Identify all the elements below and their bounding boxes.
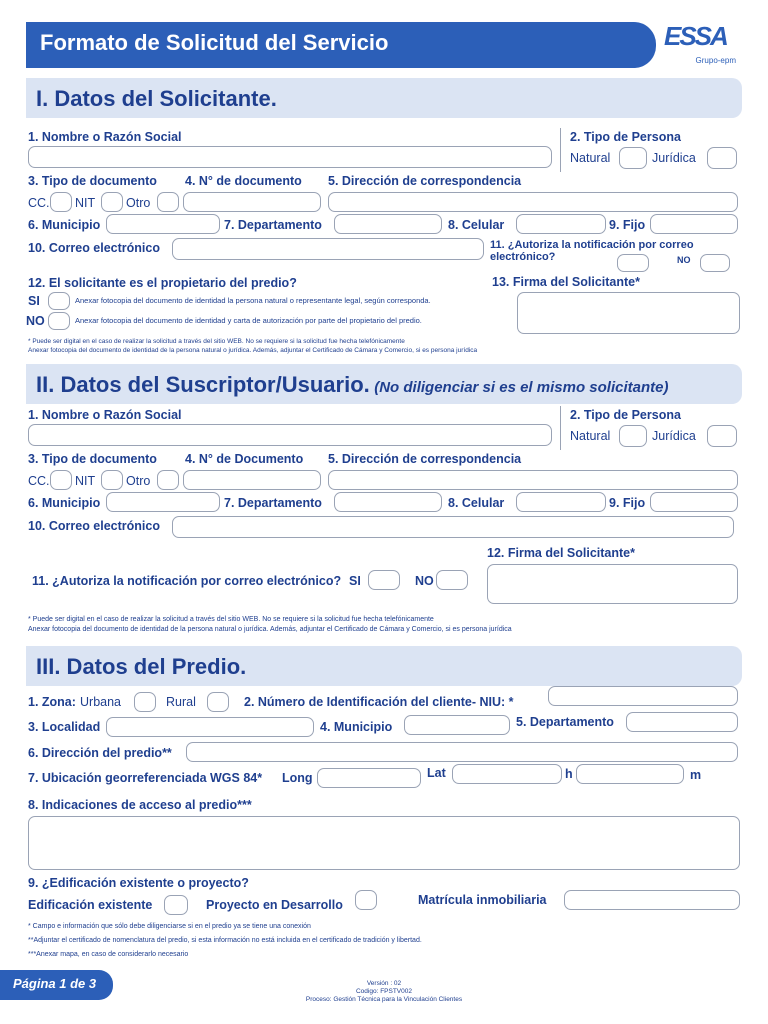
s1-propietario-no-checkbox[interactable]	[48, 312, 70, 330]
s1-label-municipio: 6. Municipio	[28, 218, 101, 232]
s1-label-juridica: Jurídica	[652, 151, 696, 165]
s3-direccion-field[interactable]	[186, 742, 738, 762]
s1-nombre-field[interactable]	[28, 146, 552, 168]
s3-label-h: h	[565, 767, 573, 781]
s1-propietario-no-note: Anexar fotocopia del documento de identidad y carta de autorización por parte del propietario del predio.	[75, 316, 422, 325]
s2-label-direccion: 5. Dirección de correspondencia	[328, 452, 522, 466]
s3-label-rural: Rural	[166, 695, 196, 709]
s1-label-autoriza: 11. ¿Autoriza la notificación por correo electrónico?	[490, 239, 694, 263]
s2-label-cc: CC.	[28, 474, 50, 488]
s2-juridica-checkbox[interactable]	[707, 425, 737, 447]
s3-label-existente: Edificación existente	[28, 898, 153, 912]
s1-label-cc: CC.	[28, 196, 50, 210]
s1-departamento-field[interactable]	[334, 214, 442, 234]
s3-label-municipio: 4. Municipio	[320, 720, 393, 734]
s2-num-doc-field[interactable]	[183, 470, 321, 490]
s1-footnote-1: * Puede ser digital en el caso de realizar la solicitud a través del sitio WEB. No se requiere si la solicitud fue hecha telefónicamente	[28, 338, 405, 345]
s2-nombre-field[interactable]	[28, 424, 552, 446]
s3-label-urbana: Urbana	[80, 695, 121, 709]
s2-autoriza-no-checkbox[interactable]	[436, 570, 468, 590]
s2-footnote-1: * Puede ser digital en el caso de realizar la solicitud a través del sitio WEB. No se requiere si la solicitud fue hecha telefónicamente	[28, 616, 434, 623]
s3-label-long: Long	[282, 771, 313, 785]
s1-correo-field[interactable]	[172, 238, 484, 260]
s3-localidad-field[interactable]	[106, 717, 314, 737]
footer-version: Versión : 02	[366, 980, 402, 987]
s3-label-zona: 1. Zona:	[28, 695, 76, 709]
s2-correo-field[interactable]	[172, 516, 734, 538]
s1-label-firma: 13. Firma del Solicitante*	[492, 275, 640, 289]
s2-label-celular: 8. Celular	[448, 496, 505, 510]
section2-subtitle: (No diligenciar si es el mismo solicitante)	[374, 379, 669, 396]
s1-natural-checkbox[interactable]	[619, 147, 647, 169]
s1-otro-checkbox[interactable]	[157, 192, 179, 212]
s1-autoriza-si-checkbox[interactable]	[617, 254, 649, 272]
s2-label-departamento: 7. Departamento	[224, 496, 322, 510]
s1-label-propietario-si: SI	[28, 294, 40, 308]
s2-footnote-2: Anexar fotocopia del documento de identidad de la persona natural o jurídica. Además, adjuntar el Certificado de Cámara y Comercio, si es persona jurídica	[28, 626, 512, 633]
s2-label-tipo-doc: 3. Tipo de documento	[28, 452, 157, 466]
s2-firma-field[interactable]	[487, 564, 738, 604]
s1-juridica-checkbox[interactable]	[707, 147, 737, 169]
s3-lat-field[interactable]	[452, 764, 562, 784]
logo-sub: Grupo-epm	[695, 56, 736, 65]
s2-divider	[560, 406, 561, 450]
s2-celular-field[interactable]	[516, 492, 606, 512]
s1-propietario-si-checkbox[interactable]	[48, 292, 70, 310]
s1-fijo-field[interactable]	[650, 214, 738, 234]
essa-logo	[664, 22, 736, 70]
s3-niu-field[interactable]	[548, 686, 738, 706]
form-title: Formato de Solicitud del Servicio	[40, 30, 389, 55]
s1-autoriza-no-checkbox[interactable]	[700, 254, 730, 272]
s2-departamento-field[interactable]	[334, 492, 442, 512]
s3-note-3: ***Anexar mapa, en caso de considerarlo necesario	[28, 951, 189, 958]
s2-label-no: NO	[415, 574, 434, 588]
s2-label-nit: NIT	[75, 474, 96, 488]
s1-label-propietario: 12. El solicitante es el propietario del predio?	[28, 276, 297, 290]
s2-label-firma: 12. Firma del Solicitante*	[487, 546, 635, 560]
section2-title: II. Datos del Suscriptor/Usuario.	[36, 372, 370, 397]
s3-proyecto-checkbox[interactable]	[355, 890, 377, 910]
s3-label-localidad: 3. Localidad	[28, 720, 101, 734]
s2-cc-checkbox[interactable]	[50, 470, 72, 490]
s1-direccion-field[interactable]	[328, 192, 738, 212]
s3-urbana-checkbox[interactable]	[134, 692, 156, 712]
s3-matricula-field[interactable]	[564, 890, 740, 910]
s2-nit-checkbox[interactable]	[101, 470, 123, 490]
s1-label-direccion: 5. Dirección de correspondencia	[328, 174, 522, 188]
s3-note-1: * Campo e información que sólo debe diligenciarse si en el predio ya se tiene una conexión	[28, 923, 311, 930]
s1-label-tipo-persona: 2. Tipo de Persona	[570, 130, 681, 144]
page-number: Página 1 de 3	[13, 976, 97, 991]
s1-label-fijo: 9. Fijo	[609, 218, 646, 232]
s2-natural-checkbox[interactable]	[619, 425, 647, 447]
s1-municipio-field[interactable]	[106, 214, 220, 234]
section3-title: III. Datos del Predio.	[36, 654, 247, 679]
s2-municipio-field[interactable]	[106, 492, 220, 512]
s1-label-otro: Otro	[126, 196, 151, 210]
s1-label-propietario-no: NO	[26, 314, 45, 328]
s1-nit-checkbox[interactable]	[101, 192, 123, 212]
s1-label-no: NO	[677, 255, 691, 265]
s1-label-num-doc: 4. N° de documento	[185, 174, 302, 188]
s1-label-celular: 8. Celular	[448, 218, 505, 232]
s3-label-direccion: 6. Dirección del predio**	[28, 746, 172, 760]
s2-fijo-field[interactable]	[650, 492, 738, 512]
s2-label-tipo-persona: 2. Tipo de Persona	[570, 408, 681, 422]
s3-label-lat: Lat	[427, 766, 446, 780]
s1-label-natural: Natural	[570, 151, 611, 165]
s3-label-matricula: Matrícula inmobiliaria	[418, 893, 547, 907]
s3-long-field[interactable]	[317, 768, 421, 788]
s2-label-autoriza: 11. ¿Autoriza la notificación por correo electrónico?	[32, 574, 342, 588]
s1-footnote-2: Anexar fotocopia del documento de identidad de la persona natural o jurídica. Además, adjuntar el Certificado de Cámara y Comercio, si es persona jurídica	[28, 347, 478, 354]
s1-label-tipo-doc: 3. Tipo de documento	[28, 174, 157, 188]
s1-cc-checkbox[interactable]	[50, 192, 72, 212]
s2-autoriza-si-checkbox[interactable]	[368, 570, 400, 590]
s1-label-correo: 10. Correo electrónico	[28, 241, 160, 255]
s2-label-municipio: 6. Municipio	[28, 496, 101, 510]
s3-h-field[interactable]	[576, 764, 684, 784]
s1-celular-field[interactable]	[516, 214, 606, 234]
s2-direccion-field[interactable]	[328, 470, 738, 490]
s3-label-edificacion: 9. ¿Edificación existente o proyecto?	[28, 876, 249, 890]
s1-propietario-si-note: Anexar fotocopia del documento de identidad la persona natural o representante legal, según corresponda.	[75, 296, 431, 305]
s1-label-nombre: 1. Nombre o Razón Social	[28, 130, 182, 144]
s3-existente-checkbox[interactable]	[164, 895, 188, 915]
s2-label-num-doc: 4. N° de Documento	[185, 452, 304, 466]
section1-title: I. Datos del Solicitante.	[36, 86, 277, 111]
s3-label-m: m	[690, 768, 702, 782]
s1-divider	[560, 128, 561, 172]
s1-label-nit: NIT	[75, 196, 96, 210]
s2-label-juridica: Jurídica	[652, 429, 696, 443]
footer-proceso: Proceso: Gestión Técnica para la Vinculación Clientes	[305, 996, 463, 1003]
s3-rural-checkbox[interactable]	[207, 692, 229, 712]
s3-label-ubicacion: 7. Ubicación georreferenciada WGS 84*	[28, 771, 263, 785]
s2-label-si: SI	[349, 574, 361, 588]
s2-label-fijo: 9. Fijo	[609, 496, 646, 510]
s3-label-indicaciones: 8. Indicaciones de acceso al predio***	[28, 798, 252, 812]
s3-label-proyecto: Proyecto en Desarrollo	[206, 898, 343, 912]
s1-num-doc-field[interactable]	[183, 192, 321, 212]
s3-departamento-field[interactable]	[626, 712, 738, 732]
s3-indicaciones-field[interactable]	[28, 816, 740, 870]
s3-municipio-field[interactable]	[404, 715, 510, 735]
s2-label-nombre: 1. Nombre o Razón Social	[28, 408, 182, 422]
footer-codigo: Codigo: FPSTV002	[355, 988, 412, 995]
s1-label-departamento: 7. Departamento	[224, 218, 322, 232]
s3-label-niu: 2. Número de Identificación del cliente- NIU: *	[244, 695, 514, 709]
s2-label-natural: Natural	[570, 429, 611, 443]
s2-otro-checkbox[interactable]	[157, 470, 179, 490]
s1-firma-field[interactable]	[517, 292, 740, 334]
s2-label-otro: Otro	[126, 474, 151, 488]
section2-heading	[36, 372, 668, 398]
s3-note-2: **Adjuntar el certificado de nomenclatura del predio, si esta información no está incluida en el certificado de tradición y libertad.	[28, 937, 422, 944]
logo-main: ESSA	[664, 21, 727, 51]
s3-label-departamento: 5. Departamento	[516, 715, 614, 729]
s2-label-correo: 10. Correo electrónico	[28, 519, 160, 533]
